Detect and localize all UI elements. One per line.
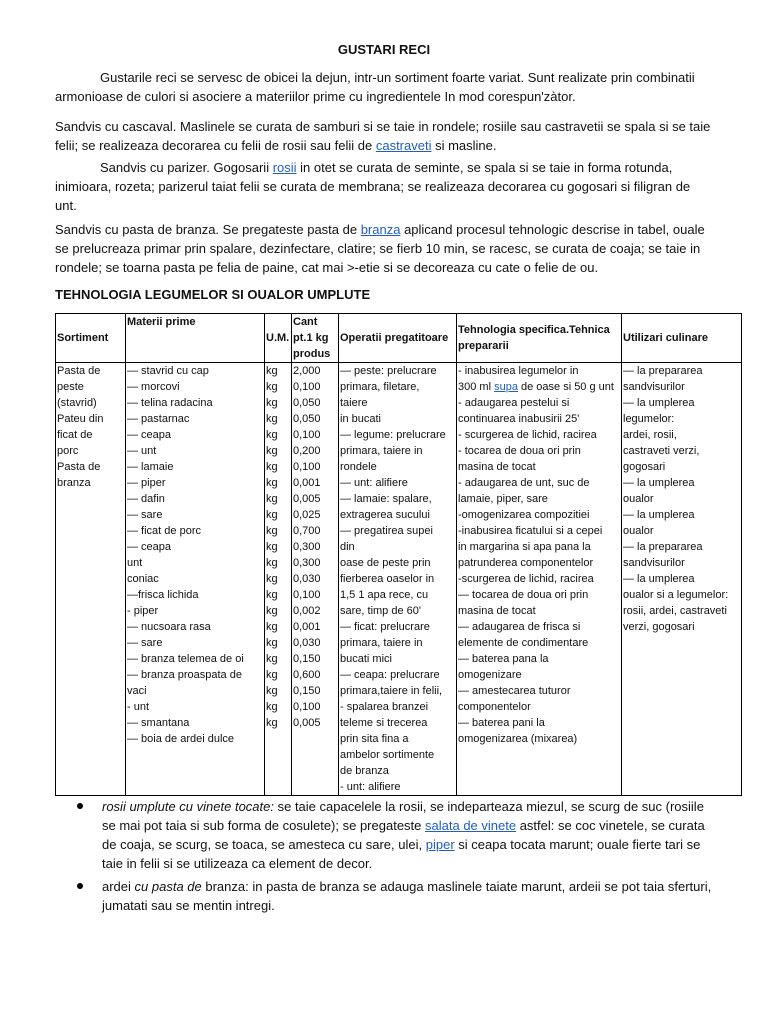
cell-line: patrunderea componentelor bbox=[458, 557, 594, 569]
cell-line: 0,150 bbox=[293, 653, 321, 665]
cell-line: — pregatirea supei bbox=[340, 525, 433, 537]
cell-line: kg bbox=[266, 541, 278, 553]
cell-line: — legume: prelucrare bbox=[340, 429, 446, 441]
cell-line: kg bbox=[266, 685, 278, 697]
cell-line: 0,002 bbox=[293, 605, 321, 617]
cell-line: teleme si trecerea bbox=[340, 717, 428, 729]
cell-line: 0,100 bbox=[293, 429, 321, 441]
cell-line: — lamaie bbox=[127, 461, 174, 473]
cell-line: primara, taiere in bbox=[340, 637, 423, 649]
cell-line: 0,100 bbox=[293, 381, 321, 393]
cell-line: — piper bbox=[127, 477, 166, 489]
cell-line: branza bbox=[57, 477, 91, 489]
cell-line: 0,200 bbox=[293, 445, 321, 457]
cell-line: componentelor bbox=[458, 701, 531, 713]
table-title: TEHNOLOGIA LEGUMELOR SI OUALOR UMPLUTE bbox=[55, 287, 371, 302]
link-piper[interactable]: piper bbox=[425, 837, 455, 852]
header-line: Tehnologia specifica.Tehnica bbox=[458, 324, 610, 336]
cell-line: bucati mici bbox=[340, 653, 392, 665]
cell-line: 0,150 bbox=[293, 685, 321, 697]
header-um: U.M. bbox=[265, 314, 292, 363]
cell-line: — ficat: prelucrare bbox=[340, 621, 430, 633]
cell-line: taiere bbox=[340, 397, 368, 409]
cell-line: extragerea sucului bbox=[340, 509, 430, 521]
bullet-italic: rosii umplute cu vinete tocate: bbox=[102, 799, 274, 814]
cell-line: kg bbox=[266, 637, 278, 649]
cell-line: Pasta de bbox=[57, 365, 101, 377]
cell-line: — pastarnac bbox=[127, 413, 190, 425]
cell-line: kg bbox=[266, 397, 278, 409]
cell-line: -omogenizarea compozitiei bbox=[458, 509, 590, 521]
bullet-italic: cu pasta de bbox=[134, 879, 202, 894]
cell-line: kg bbox=[266, 573, 278, 585]
cell-line: prin sita fina a bbox=[340, 733, 409, 745]
link-rosii[interactable]: rosii bbox=[272, 160, 297, 175]
cell-line: masina de tocat bbox=[458, 605, 536, 617]
cell-line: - adaugarea pestelui si bbox=[458, 397, 570, 409]
cell-sortiment bbox=[56, 363, 126, 796]
cell-line: 0,600 bbox=[293, 669, 321, 681]
cell-line: Pateu din bbox=[57, 413, 104, 425]
bullet-text-part: si ceapa tocata marunt; ouale fierte tari se taie in felii si se utilizeaza ca element de decor. bbox=[102, 837, 701, 871]
cell-line: 0,001 bbox=[293, 621, 321, 633]
cell-line: kg bbox=[266, 477, 278, 489]
cell-line: 0,300 bbox=[293, 557, 321, 569]
cell-line: — dafin bbox=[127, 493, 165, 505]
cell-line: 0,300 bbox=[293, 541, 321, 553]
cell-line: 0,025 bbox=[293, 509, 321, 521]
cell-line: 0,100 bbox=[293, 589, 321, 601]
cell-line: fierberea oaselor in bbox=[340, 573, 435, 585]
cell-line: sandvisurilor bbox=[623, 557, 685, 569]
cell-line: — la prepararea bbox=[623, 365, 703, 377]
paragraph-text: Sandvis cu cascaval. Maslinele se curata de samburi si se taie in rondele; rosiile sau castravetii se spala si se taie felii; se realizeaza decorarea cu felii de rosii sau felii de bbox=[55, 119, 711, 153]
cell-line: primara,taiere in felii, bbox=[340, 685, 443, 697]
cell-line: -scurgerea de lichid, racirea bbox=[458, 573, 594, 585]
bullet-text-part: astfel: se coc vinetele, se curata de coaja, se scurg, se toaca, se amesteca cu sare, ulei, bbox=[102, 818, 705, 852]
cell-line: kg bbox=[266, 461, 278, 473]
cell-materii-prime bbox=[126, 363, 265, 796]
cell-line: coniac bbox=[127, 573, 159, 585]
cell-line: 0,005 bbox=[293, 493, 321, 505]
cell-line: 2,000 bbox=[293, 365, 321, 377]
cell-line: rondele bbox=[340, 461, 377, 473]
cell-line: — ceapa bbox=[127, 541, 172, 553]
cell-line: — la umplerea bbox=[623, 509, 695, 521]
cell-text: 300 ml bbox=[458, 381, 495, 393]
cell-line: — tocarea de doua ori prin bbox=[458, 589, 589, 601]
bullet-text-part: branza: in pasta de branza se adauga maslinele taiate marunt, ardeii se pot taia sferturi, jumatati sau se mentin intregi. bbox=[102, 879, 712, 913]
cell-line: din bbox=[340, 541, 355, 553]
paragraph-text: Sandvis cu parizer. Gogosarii bbox=[100, 160, 273, 175]
link-branza[interactable]: branza bbox=[360, 222, 401, 237]
cell-line: primara, filetare, bbox=[340, 381, 420, 393]
link-salata-de-vinete[interactable]: salata de vinete bbox=[425, 818, 517, 833]
cell-line: —frisca lichida bbox=[127, 589, 199, 601]
cell-line: Pasta de bbox=[57, 461, 101, 473]
cell-line: sandvisurilor bbox=[623, 381, 685, 393]
cell-line: — la prepararea bbox=[623, 541, 703, 553]
cell-line: 0,030 bbox=[293, 637, 321, 649]
header-line: prepararii bbox=[458, 340, 509, 352]
paragraph-cascaval bbox=[55, 117, 715, 155]
header-operatii: Operatii pregatitoare bbox=[339, 314, 457, 363]
intro-paragraph: Gustarile reci se servesc de obicei la dejun, intr-un sortiment foarte variat. Sunt realizate prin combinatii armonioase de culori si asociere a materiilor prime cu ingredientele In mod corespun'zàtor. bbox=[55, 70, 695, 104]
cell-line: kg bbox=[266, 605, 278, 617]
cell-line: kg bbox=[266, 413, 278, 425]
cell-line: gogosari bbox=[623, 461, 666, 473]
cell-um bbox=[265, 363, 292, 796]
cell-line: de branza bbox=[340, 765, 389, 777]
header-line: pt.1 kg bbox=[293, 332, 329, 344]
header-tehnologia bbox=[457, 314, 622, 363]
cell-line: kg bbox=[266, 429, 278, 441]
cell-line: — lamaie: spalare, bbox=[340, 493, 432, 505]
cell-line: 0,100 bbox=[293, 701, 321, 713]
cell-line: — boia de ardei dulce bbox=[127, 733, 235, 745]
cell-line bbox=[458, 379, 620, 395]
cell-line: sare, timp de 60' bbox=[340, 605, 421, 617]
bullet-dot-icon bbox=[77, 803, 83, 809]
paragraph-text: Sandvis cu pasta de branza. Se pregateste pasta de bbox=[55, 222, 361, 237]
cell-line: — adaugarea de frisca si bbox=[458, 621, 581, 633]
cell-line: kg bbox=[266, 493, 278, 505]
cell-line: — branza proaspata de bbox=[127, 669, 242, 681]
cell-line: - piper bbox=[127, 605, 159, 617]
cell-line: — sare bbox=[127, 509, 163, 521]
cell-line: in margarina si apa pana la bbox=[458, 541, 591, 553]
cell-line: -inabusirea ficatului si a cepei bbox=[458, 525, 603, 537]
cell-line: kg bbox=[266, 669, 278, 681]
cell-line: kg bbox=[266, 653, 278, 665]
cell-line: - scurgerea de lichid, racirea bbox=[458, 429, 597, 441]
cell-line: ambelor sortimente bbox=[340, 749, 435, 761]
bullet-text bbox=[102, 797, 715, 873]
bullet-text bbox=[102, 877, 715, 915]
cell-line: kg bbox=[266, 365, 278, 377]
cell-line: omogenizarea (mixarea) bbox=[458, 733, 578, 745]
cell-line: — smantana bbox=[127, 717, 190, 729]
cell-line: — la umplerea bbox=[623, 397, 695, 409]
cell-line: — unt: alifiere bbox=[340, 477, 408, 489]
cell-text: de oase si 50 g unt bbox=[517, 381, 614, 393]
cell-line: kg bbox=[266, 717, 278, 729]
cell-line: kg bbox=[266, 557, 278, 569]
cell-line: — stavrid cu cap bbox=[127, 365, 209, 377]
cell-line: oualor si a legumelor: bbox=[623, 589, 729, 601]
cell-operatii bbox=[339, 363, 457, 796]
header-cantitate bbox=[292, 314, 339, 363]
cell-line: oualor bbox=[623, 493, 654, 505]
cell-line: - unt bbox=[127, 701, 150, 713]
page-title: GUSTARI RECI bbox=[337, 42, 431, 57]
cell-line: — nucsoara rasa bbox=[127, 621, 211, 633]
cell-line: — ficat de porc bbox=[127, 525, 201, 537]
header-line: Cant bbox=[293, 316, 318, 328]
cell-line: — baterea pana la bbox=[458, 653, 549, 665]
cell-cantitate bbox=[292, 363, 339, 796]
cell-line: 0,050 bbox=[293, 413, 321, 425]
cell-line: elemente de condimentare bbox=[458, 637, 589, 649]
cell-line: - spalarea branzei bbox=[340, 701, 429, 713]
cell-line: 0,030 bbox=[293, 573, 321, 585]
cell-line: 0,050 bbox=[293, 397, 321, 409]
bullet-dot-icon bbox=[77, 883, 83, 889]
cell-line: - unt: alifiere bbox=[340, 781, 401, 793]
cell-line: vaci bbox=[127, 685, 147, 697]
cell-line: kg bbox=[266, 701, 278, 713]
cell-line: rosii, ardei, castraveti bbox=[623, 605, 727, 617]
cell-line: kg bbox=[266, 445, 278, 457]
cell-line: — la umplerea bbox=[623, 573, 695, 585]
cell-line: 0,100 bbox=[293, 461, 321, 473]
cell-line: 0,001 bbox=[293, 477, 321, 489]
cell-line: in bucati bbox=[340, 413, 381, 425]
cell-line: peste bbox=[57, 381, 84, 393]
bullet-text-part: se taie capacelele la rosii, se indeparteaza miezul, se scurg de suc (rosiile se mai pot taia si sub forma de cosulete); se pregateste bbox=[102, 799, 704, 833]
header-line: produs bbox=[293, 348, 331, 360]
cell-line: 1,5 1 apa rece, cu bbox=[340, 589, 429, 601]
cell-line: kg bbox=[266, 525, 278, 537]
table-row bbox=[56, 363, 742, 796]
cell-line: legumelor: bbox=[623, 413, 675, 425]
cell-line: - inabusirea legumelor in bbox=[458, 365, 579, 377]
header-utilizari: Utilizari culinare bbox=[622, 314, 742, 363]
cell-tehnologia bbox=[457, 363, 622, 796]
cell-line: 0,700 bbox=[293, 525, 321, 537]
paragraph-text: si masline. bbox=[431, 138, 497, 153]
cell-line: — peste: prelucrare bbox=[340, 365, 437, 377]
cell-line: oualor bbox=[623, 525, 654, 537]
paragraph-parizer bbox=[55, 158, 715, 215]
bullet-text-part: ardei bbox=[102, 879, 135, 894]
cell-line: - adaugarea de unt, suc de bbox=[458, 477, 590, 489]
cell-line: — la umplerea bbox=[623, 477, 695, 489]
cell-line: — sare bbox=[127, 637, 163, 649]
bullet-rosii-umplute bbox=[55, 797, 715, 873]
paragraph-text: aplicand procesul tehnologic descrise in tabel, ouale se prelucreaza primar prin spalare, dezinfectare, clatire; se fierb 10 min, se racesc, se curata de coaja; se taie in rondele; se toarna pasta pe felia de paine, cat mai >-etie si se decoreaza cu cate o felie de ou. bbox=[55, 222, 705, 275]
cell-line: ficat de bbox=[57, 429, 93, 441]
table-header-row bbox=[56, 314, 742, 363]
link-supa[interactable]: supa bbox=[494, 381, 518, 393]
cell-line: ardei, rosii, bbox=[623, 429, 677, 441]
cell-line: porc bbox=[57, 445, 79, 457]
cell-line: kg bbox=[266, 381, 278, 393]
cell-line: — baterea pani la bbox=[458, 717, 545, 729]
cell-line: masina de tocat bbox=[458, 461, 536, 473]
cell-line: lamaie, piper, sare bbox=[458, 493, 548, 505]
paragraph-text: in otet se curata de seminte, se spala si se taie in forma rotunda, inimioara, rozeta; parizerul taiat felii se curata de membrana; se realizeaza decorarea cu gogosari si filigran de unt. bbox=[55, 160, 691, 213]
cell-line: primara, taiere in bbox=[340, 445, 423, 457]
cell-line: kg bbox=[266, 509, 278, 521]
cell-line: - tocarea de doua ori prin bbox=[458, 445, 581, 457]
cell-line: kg bbox=[266, 621, 278, 633]
cell-line: 0,005 bbox=[293, 717, 321, 729]
cell-line: — morcovi bbox=[127, 381, 180, 393]
cell-line: (stavrid) bbox=[57, 397, 97, 409]
cell-line: — telina radacina bbox=[127, 397, 213, 409]
header-materii-prime: Materii prime bbox=[126, 314, 265, 363]
technology-table bbox=[55, 313, 742, 796]
cell-line: oase de peste prin bbox=[340, 557, 431, 569]
link-castraveti[interactable]: castraveti bbox=[375, 138, 432, 153]
cell-line: castraveti verzi, bbox=[623, 445, 700, 457]
cell-line: unt bbox=[127, 557, 143, 569]
cell-line: continuarea inabusirii 25' bbox=[458, 413, 580, 425]
cell-line: — ceapa bbox=[127, 429, 172, 441]
cell-utilizari bbox=[622, 363, 742, 796]
paragraph-branza bbox=[55, 220, 715, 277]
cell-line: kg bbox=[266, 589, 278, 601]
cell-line: — amestecarea tuturor bbox=[458, 685, 571, 697]
cell-line: — ceapa: prelucrare bbox=[340, 669, 440, 681]
cell-line: — branza telemea de oi bbox=[127, 653, 244, 665]
bullet-ardei bbox=[55, 877, 715, 915]
cell-line: — unt bbox=[127, 445, 157, 457]
cell-line: omogenizare bbox=[458, 669, 522, 681]
cell-line: verzi, gogosari bbox=[623, 621, 695, 633]
header-sortiment: Sortiment bbox=[56, 314, 126, 363]
